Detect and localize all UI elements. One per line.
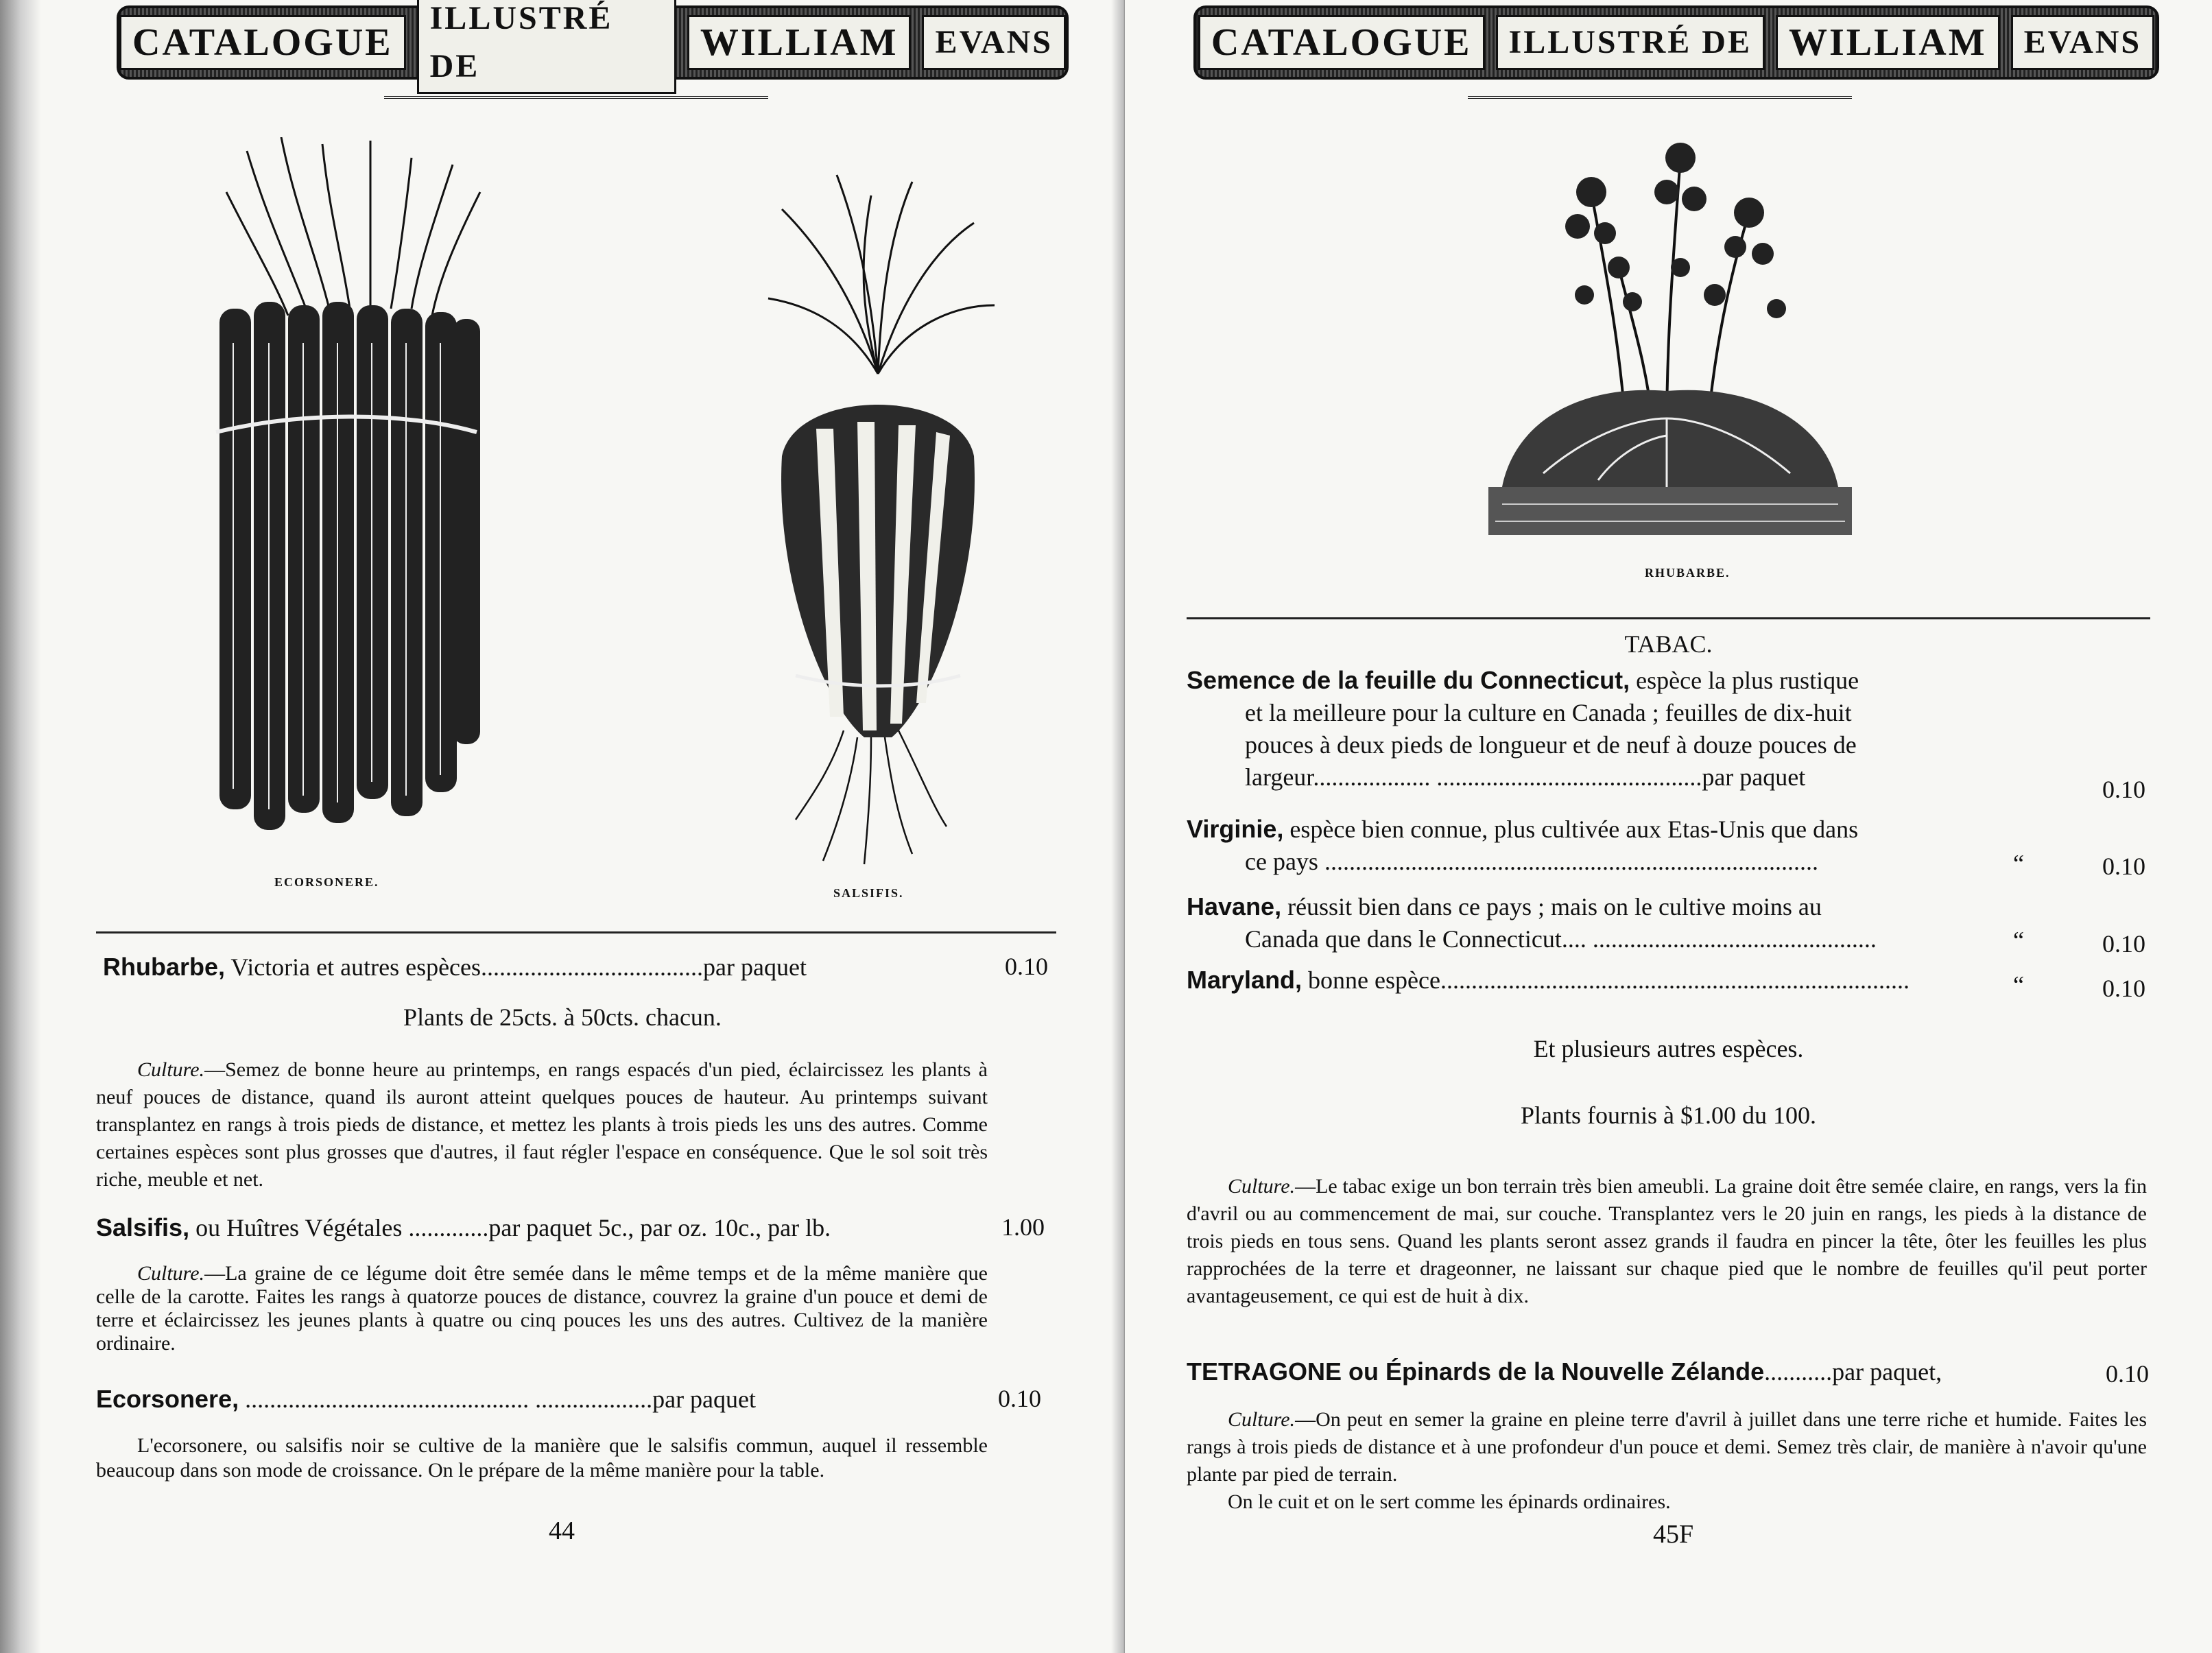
culture-label: Culture. xyxy=(137,1262,205,1285)
entry-name: Havane, xyxy=(1187,892,1282,920)
catalog-entry-tetragone xyxy=(1187,1358,1942,1386)
section-title: TABAC. xyxy=(1624,630,1713,658)
culture-label: Culture. xyxy=(1228,1408,1296,1431)
entry-price: 1.00 xyxy=(1001,1213,1045,1241)
rhubarbe-illustration xyxy=(1488,130,1852,542)
entry-price: 0.10 xyxy=(2102,776,2145,803)
entry-name: Maryland, xyxy=(1187,966,1303,994)
header-word: CATALOGUE xyxy=(119,15,406,70)
header-word: ILLUSTRÉ DE xyxy=(1496,15,1765,70)
catalog-entry-rhubarbe xyxy=(103,953,807,981)
header-ornament xyxy=(1468,81,1852,99)
culture-label: Culture. xyxy=(137,1058,205,1081)
entry-name: Virginie, xyxy=(1187,815,1284,843)
culture-paragraph xyxy=(96,1056,988,1193)
entry-unit: par paquet xyxy=(652,1386,757,1413)
entry-description: espèce bien connue, plus cultivée aux Etas-Unis que dans xyxy=(1283,816,1859,843)
ecorsonere-note xyxy=(96,1434,988,1483)
header-word: WILLIAM xyxy=(687,15,912,70)
culture-paragraph xyxy=(1187,1173,2147,1310)
catalog-entry-virginie xyxy=(1187,813,1858,878)
entry-description: Canada que dans le Connecticut.... xyxy=(1245,925,1593,953)
entry-description: espèce la plus rustique xyxy=(1630,667,1859,694)
entry-name: TETRAGONE xyxy=(1187,1357,1342,1386)
note-text: L'ecorsonere, ou salsifis noir se cultive de la manière que le salsifis commun, auquel il ressemble beaucoup dans son mode de croissance. On le prépare de la même manière pour la table. xyxy=(96,1434,988,1482)
entry-description: bonne espèce xyxy=(1302,966,1440,994)
entry-price: 0.10 xyxy=(2102,853,2145,880)
entry-description: ou Huîtres Végétales xyxy=(189,1214,409,1241)
plants-price-note: Plants de 25cts. à 50cts. chacun. xyxy=(403,1003,722,1031)
entry-price: 0.10 xyxy=(998,1385,1041,1412)
page-number: 45F xyxy=(1653,1520,1694,1549)
ecorsonere-illustration xyxy=(206,137,501,844)
figure-caption: RHUBARBE. xyxy=(1645,566,1731,580)
page-edge-shadow xyxy=(0,0,41,1653)
leader-dots: ........... xyxy=(1764,1358,1833,1386)
entry-name: Rhubarbe, xyxy=(103,953,226,981)
header-banner xyxy=(117,0,1069,84)
catalog-entry-maryland xyxy=(1187,964,1910,997)
ditto-mark: “ xyxy=(2013,971,2024,999)
entry-price: 0.10 xyxy=(2102,930,2145,958)
culture-text: —Semez de bonne heure au printemps, en rangs espacés d'un pied, éclaircissez les plants à neuf pouces de distance, quand ils auront atteint quelques pouces de hauteur. Au printemps suivant transplantez en rangs à trois pieds de distance, et mettez les plants à trois pieds les uns des autres. Comme certaines espèces sont plus grosses que d'autres, il faut régler l'espace en conséquence. Que le sol soit très riche, meuble et net. xyxy=(96,1058,988,1191)
entry-description: et la meilleure pour la culture en Canada ; feuilles de dix-huit xyxy=(1245,699,1852,726)
header-banner xyxy=(1193,5,2159,80)
catalog-entry-ecorsonere xyxy=(96,1386,756,1413)
entry-description: ce pays xyxy=(1245,848,1324,875)
page-number: 44 xyxy=(549,1517,575,1545)
divider xyxy=(1187,617,2150,619)
culture-paragraph xyxy=(96,1262,988,1355)
divider xyxy=(96,931,1056,933)
catalog-entry-salsifis xyxy=(96,1214,831,1241)
entry-unit: par paquet xyxy=(1702,763,1806,791)
entry-description: Victoria et autres espèces xyxy=(225,953,481,981)
header-word: EVANS xyxy=(2011,15,2155,70)
catalog-entry-connecticut xyxy=(1187,664,1859,794)
entry-name: Salsifis, xyxy=(96,1213,190,1241)
leader-dots: ................................................................................ xyxy=(1324,848,1818,875)
ditto-mark: “ xyxy=(2013,927,2024,954)
figure-caption: ECORSONERE. xyxy=(274,875,379,889)
entry-price: 0.10 xyxy=(2102,975,2145,1002)
figure-caption: SALSIFIS. xyxy=(833,886,904,900)
entry-price: 0.10 xyxy=(2106,1360,2149,1388)
leader-dots: ............................................................................ xyxy=(1440,966,1910,994)
entry-description: ou Épinards de la Nouvelle Zélande xyxy=(1342,1357,1765,1386)
entry-unit: par paquet 5c., par oz. 10c., par lb. xyxy=(488,1214,831,1241)
plants-price-note: Plants fournis à $1.00 du 100. xyxy=(1521,1102,1816,1129)
culture-text: —La graine de ce légume doit être semée dans le même temps et de la même manière que celle de la carotte. Faites les rangs à quatorze pouces de distance, couvrez la graine d'un pouce et demi de terre et éclaircissez les jeunes plants à quatre ou cinq pouces les uns des autres. Cultivez de la manière ordinaire. xyxy=(96,1262,988,1355)
header-word: ILLUSTRÉ DE xyxy=(417,0,676,94)
entry-name: Ecorsonere, xyxy=(96,1385,239,1413)
culture-paragraph xyxy=(1187,1406,2147,1488)
other-species-note: Et plusieurs autres espèces. xyxy=(1533,1035,1804,1062)
culture-label: Culture. xyxy=(1228,1175,1296,1198)
culture-text: —On peut en semer la graine en pleine terre d'avril à juillet dans une terre riche et humide. Faites les rangs à trois pieds de distance et à une profondeur d'un pouce et demi. Semez très clair, de manière à n'avoir qu'une plante par pied de terrain. xyxy=(1187,1408,2147,1486)
salsifis-illustration xyxy=(754,168,1001,868)
entry-unit: par paquet xyxy=(703,953,807,981)
leader-dots: ............. xyxy=(408,1214,489,1241)
header-ornament xyxy=(384,81,768,99)
entry-unit: par paquet, xyxy=(1832,1358,1942,1386)
entry-description: pouces à deux pieds de longueur et de neuf à douze pouces de xyxy=(1245,731,1857,759)
ditto-mark: “ xyxy=(2013,850,2024,877)
header-word: CATALOGUE xyxy=(1198,15,1485,70)
leader-dots: .................................... xyxy=(481,953,704,981)
leader-dots: ................... ........................................... xyxy=(1313,763,1702,791)
entry-description: réussit bien dans ce pays ; mais on le cultive moins au xyxy=(1281,893,1822,920)
entry-name: Semence de la feuille du Connecticut, xyxy=(1187,666,1630,694)
entry-price: 0.10 xyxy=(1005,953,1048,980)
header-word: WILLIAM xyxy=(1776,15,2000,70)
header-word: EVANS xyxy=(922,15,1066,70)
tetragone-note: On le cuit et on le sert comme les épinards ordinaires. xyxy=(1228,1490,1671,1513)
entry-description: largeur xyxy=(1245,763,1313,791)
leader-dots: .............................................. ................... xyxy=(239,1386,653,1413)
page-right xyxy=(1125,0,2212,1653)
culture-text: —Le tabac exige un bon terrain très bien ameubli. La graine doit être semée claire, en rangs, vers la fin d'avril ou au commencement de mai, sur couche. Transplantez vers le 20 juin en rangs, les pieds à la distance de trois pieds en tous sens. Quand les plants seront assez grands il faudra en pincer la tête, ôter les feuilles les plus rapprochées de la terre et drageonner, ne laissant sur chaque pied que le nombre de feuilles qu'il peut porter avantageusement, ce qui est de huit à dix. xyxy=(1187,1175,2147,1307)
leader-dots: .............................................. xyxy=(1592,925,1877,953)
catalog-entry-havane xyxy=(1187,890,1877,955)
